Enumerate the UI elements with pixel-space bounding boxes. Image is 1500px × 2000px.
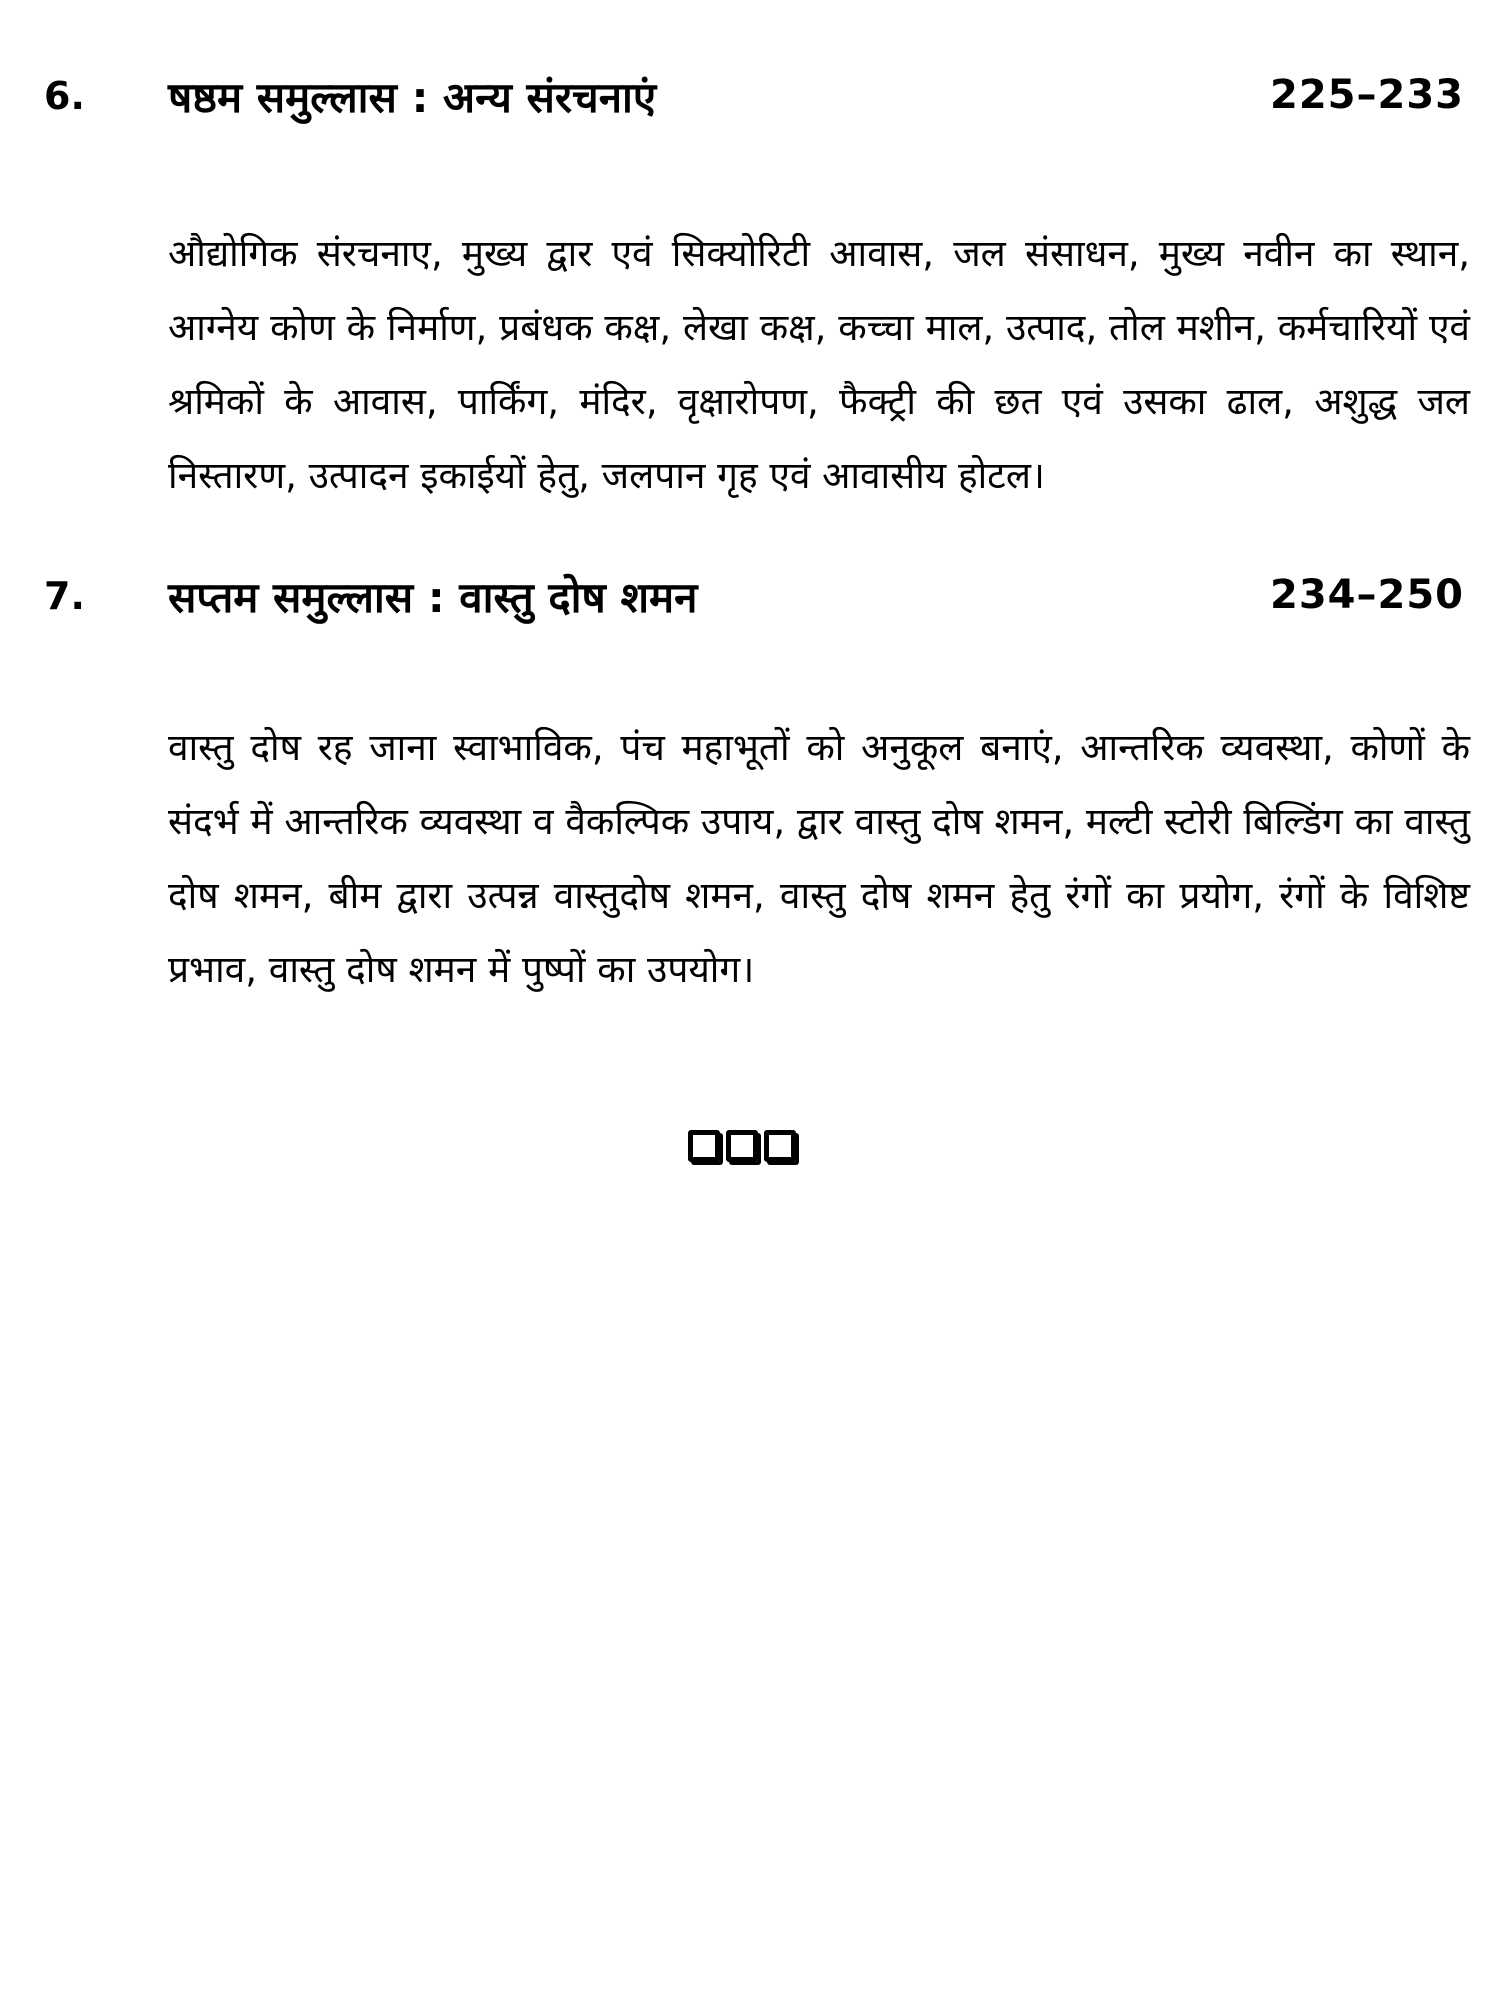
chapter-page-range: 225–233 xyxy=(1270,72,1464,118)
square-box-icon xyxy=(726,1130,758,1162)
chapter-page-range: 234–250 xyxy=(1270,572,1464,618)
chapter-number: 6. xyxy=(44,74,85,118)
chapter-heading xyxy=(0,568,1500,638)
chapter-title: सप्तम समुल्लास : वास्तु दोष शमन xyxy=(168,573,698,622)
square-box-icon xyxy=(764,1130,796,1162)
square-box-icon xyxy=(688,1130,720,1162)
chapter-title: षष्ठम समुल्लास : अन्य संरचनाएं xyxy=(168,73,657,122)
chapter-7-section xyxy=(0,568,1500,991)
chapter-summary: वास्तु दोष रह जाना स्वाभाविक, पंच महाभूतों को अनुकूल बनाएं, आन्तरिक व्यवस्था, कोणों के संदर्भ में आन्तरिक व्यवस्था व वैकल्पिक उपाय, द्वार वास्तु दोष शमन, मल्टी स्टोरी बिल्डिंग का वास्तु दोष शमन, बीम द्वारा उत्पन्न वास्तुदोष शमन, वास्तु दोष शमन हेतु रंगों का प्रयोग, रंगों के विशिष्ट प्रभाव, वास्तु दोष शमन में पुष्पों का उपयोग। xyxy=(168,726,1470,991)
three-square-boxes-icon xyxy=(688,1130,796,1162)
chapter-6-section xyxy=(0,68,1500,497)
chapter-heading xyxy=(0,68,1500,138)
chapter-number: 7. xyxy=(44,574,85,618)
chapter-summary: औद्योगिक संरचनाए, मुख्य द्वार एवं सिक्योरिटी आवास, जल संसाधन, मुख्य नवीन का स्थान, आग्नेय कोण के निर्माण, प्रबंधक कक्ष, लेखा कक्ष, कच्चा माल, उत्पाद, तोल मशीन, कर्मचारियों एवं श्रमिकों के आवास, पार्किंग, मंदिर, वृक्षारोपण, फैक्ट्री की छत एवं उसका ढाल, अशुद्ध जल निस्तारण, उत्पादन इकाईयों हेतु, जलपान गृह एवं आवासीय होटल। xyxy=(168,232,1470,497)
